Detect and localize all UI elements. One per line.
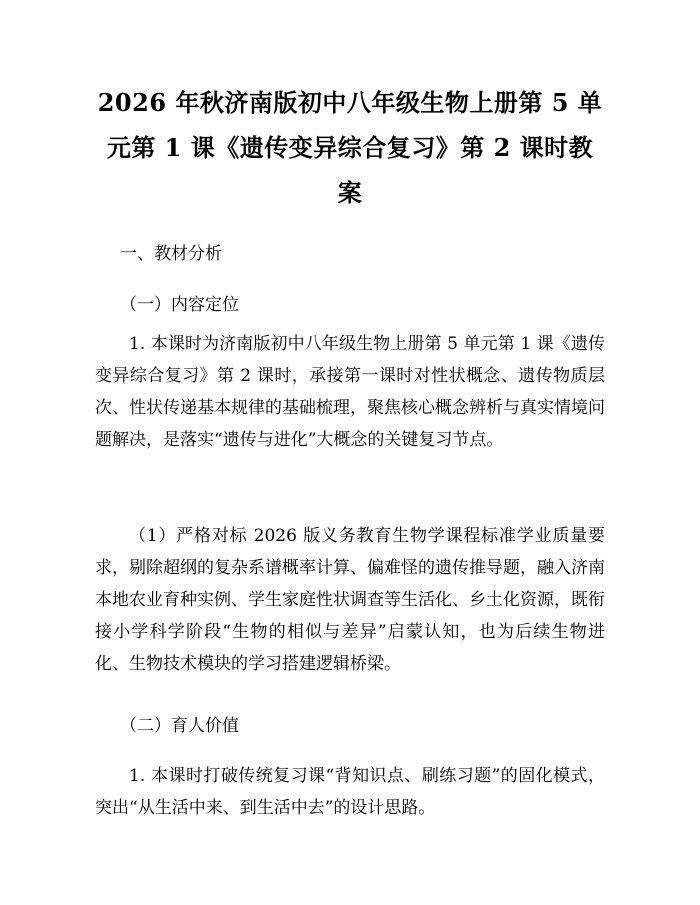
paragraph-curriculum-standard: （1）严格对标 2026 版义务教育生物学课程标准学业质量要求，剔除超纲的复杂系谱概率计算、偏难怪的遗传推导题，融入济南本地农业育种实例、学生家庭性状调查等生活化、乡土化资源，既衔接小学科学阶段“生物的相似与差异”启蒙认知，也为后续生物进化、生物技术模块的学习搭建逻辑桥梁。 (95, 526, 605, 674)
paragraph-content-positioning: 1. 本课时为济南版初中八年级生物上册第 5 单元第 1 课《遗传变异综合复习》第 2 课时，承接第一课时对性状概念、遗传物质层次、性状传递基本规律的基础梳理，聚焦核心概念辨析与真实情境问题解决，是落实“遗传与进化”大概念的关键复习节点。 (95, 334, 605, 450)
subsection-heading-educational-value: （二）育人价值 (120, 716, 239, 736)
subsection-heading-content-positioning: （一）内容定位 (120, 295, 239, 315)
paragraph-educational-value: 1. 本课时打破传统复习课“背知识点、刷练习题”的固化模式，突出“从生活中来、到生活中去”的设计思路。 (95, 766, 605, 818)
document-title: 2026 年秋济南版初中八年级生物上册第 5 单元第 1 课《遗传变异综合复习》第 2 课时教案 (97, 88, 603, 207)
section-heading-textbook-analysis: 一、教材分析 (120, 244, 222, 264)
